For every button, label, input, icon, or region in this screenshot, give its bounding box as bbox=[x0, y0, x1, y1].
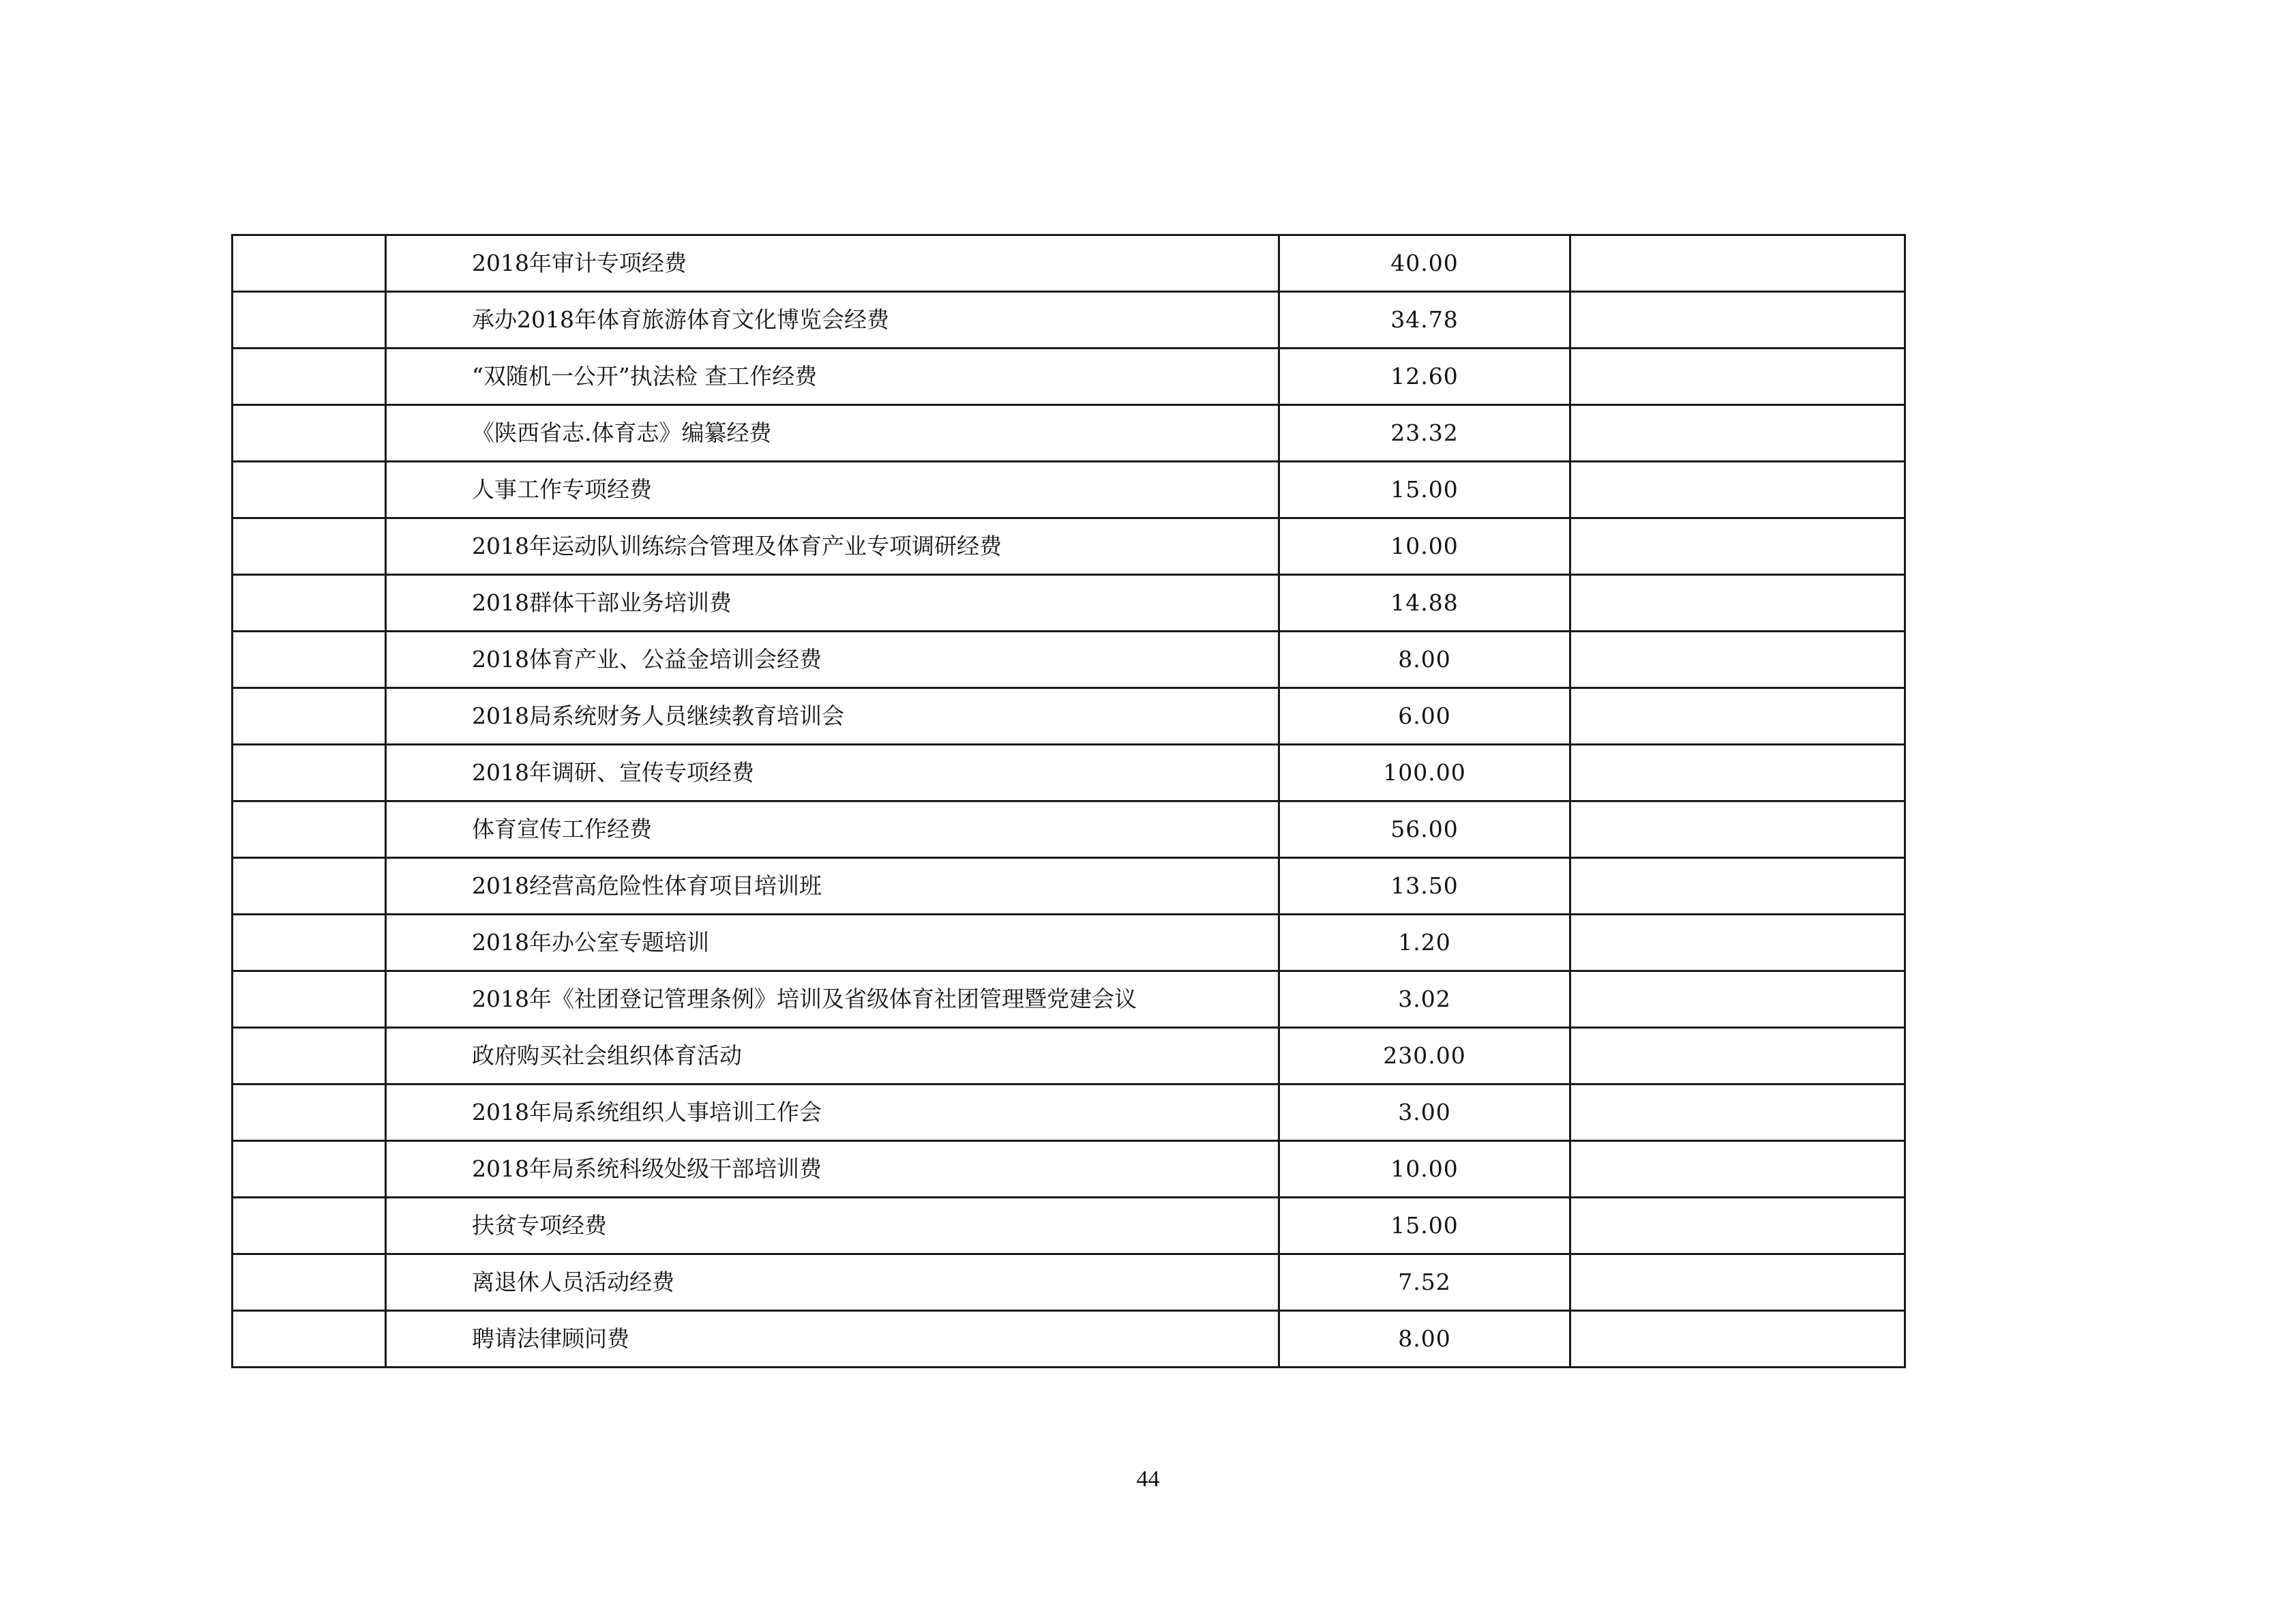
table-row bbox=[233, 971, 1905, 1028]
item-name-cell: 政府购买社会组织体育活动 bbox=[386, 1028, 1279, 1084]
amount-cell: 12.60 bbox=[1279, 349, 1570, 405]
note-cell bbox=[1570, 518, 1905, 575]
category-cell bbox=[233, 1084, 386, 1141]
category-cell bbox=[233, 688, 386, 745]
table-row bbox=[233, 1141, 1905, 1198]
item-name-cell: 2018年局系统组织人事培训工作会 bbox=[386, 1084, 1279, 1141]
amount-cell: 14.88 bbox=[1279, 575, 1570, 632]
table-row bbox=[233, 1084, 1905, 1141]
note-cell bbox=[1570, 462, 1905, 518]
amount-cell: 10.00 bbox=[1279, 518, 1570, 575]
item-name-cell: 2018年局系统科级处级干部培训费 bbox=[386, 1141, 1279, 1198]
item-name-cell: 《陕西省志.体育志》编纂经费 bbox=[386, 405, 1279, 462]
category-cell bbox=[233, 1028, 386, 1084]
category-cell bbox=[233, 971, 386, 1028]
amount-cell: 7.52 bbox=[1279, 1254, 1570, 1311]
amount-cell: 8.00 bbox=[1279, 632, 1570, 688]
category-cell bbox=[233, 518, 386, 575]
table-row bbox=[233, 1311, 1905, 1368]
item-name-cell: 2018群体干部业务培训费 bbox=[386, 575, 1279, 632]
item-name-cell: 聘请法律顾问费 bbox=[386, 1311, 1279, 1368]
item-name-cell: 2018经营高危险性体育项目培训班 bbox=[386, 858, 1279, 915]
amount-cell: 34.78 bbox=[1279, 292, 1570, 349]
note-cell bbox=[1570, 971, 1905, 1028]
note-cell bbox=[1570, 915, 1905, 971]
table-row bbox=[233, 688, 1905, 745]
note-cell bbox=[1570, 1084, 1905, 1141]
note-cell bbox=[1570, 1198, 1905, 1254]
note-cell bbox=[1570, 292, 1905, 349]
table-row bbox=[233, 405, 1905, 462]
item-name-cell: 体育宣传工作经费 bbox=[386, 801, 1279, 858]
note-cell bbox=[1570, 745, 1905, 801]
amount-cell: 8.00 bbox=[1279, 1311, 1570, 1368]
amount-cell: 15.00 bbox=[1279, 1198, 1570, 1254]
table-row bbox=[233, 745, 1905, 801]
category-cell bbox=[233, 575, 386, 632]
note-cell bbox=[1570, 575, 1905, 632]
table-row bbox=[233, 1198, 1905, 1254]
amount-cell: 3.00 bbox=[1279, 1084, 1570, 1141]
budget-table-body bbox=[233, 235, 1905, 1368]
amount-cell: 6.00 bbox=[1279, 688, 1570, 745]
note-cell bbox=[1570, 235, 1905, 292]
table-row bbox=[233, 349, 1905, 405]
category-cell bbox=[233, 632, 386, 688]
item-name-cell: 2018年运动队训练综合管理及体育产业专项调研经费 bbox=[386, 518, 1279, 575]
table-row bbox=[233, 858, 1905, 915]
table-row bbox=[233, 632, 1905, 688]
category-cell bbox=[233, 405, 386, 462]
note-cell bbox=[1570, 1254, 1905, 1311]
category-cell bbox=[233, 915, 386, 971]
item-name-cell: 承办2018年体育旅游体育文化博览会经费 bbox=[386, 292, 1279, 349]
item-name-cell: 2018年调研、宣传专项经费 bbox=[386, 745, 1279, 801]
table-row bbox=[233, 1028, 1905, 1084]
item-name-cell: 人事工作专项经费 bbox=[386, 462, 1279, 518]
item-name-cell: 离退休人员活动经费 bbox=[386, 1254, 1279, 1311]
table-row bbox=[233, 462, 1905, 518]
category-cell bbox=[233, 745, 386, 801]
amount-cell: 1.20 bbox=[1279, 915, 1570, 971]
table-row bbox=[233, 801, 1905, 858]
table-row bbox=[233, 1254, 1905, 1311]
amount-cell: 3.02 bbox=[1279, 971, 1570, 1028]
category-cell bbox=[233, 801, 386, 858]
note-cell bbox=[1570, 349, 1905, 405]
page-number: 44 bbox=[1136, 1466, 1160, 1492]
amount-cell: 100.00 bbox=[1279, 745, 1570, 801]
table-row bbox=[233, 292, 1905, 349]
table-row bbox=[233, 915, 1905, 971]
item-name-cell: 2018年审计专项经费 bbox=[386, 235, 1279, 292]
category-cell bbox=[233, 462, 386, 518]
category-cell bbox=[233, 1254, 386, 1311]
table-row bbox=[233, 518, 1905, 575]
category-cell bbox=[233, 292, 386, 349]
note-cell bbox=[1570, 801, 1905, 858]
amount-cell: 56.00 bbox=[1279, 801, 1570, 858]
item-name-cell: 2018年《社团登记管理条例》培训及省级体育社团管理暨党建会议 bbox=[386, 971, 1279, 1028]
amount-cell: 13.50 bbox=[1279, 858, 1570, 915]
note-cell bbox=[1570, 1028, 1905, 1084]
note-cell bbox=[1570, 688, 1905, 745]
amount-cell: 40.00 bbox=[1279, 235, 1570, 292]
item-name-cell: “双随机一公开”执法检 查工作经费 bbox=[386, 349, 1279, 405]
amount-cell: 10.00 bbox=[1279, 1141, 1570, 1198]
category-cell bbox=[233, 349, 386, 405]
note-cell bbox=[1570, 632, 1905, 688]
note-cell bbox=[1570, 858, 1905, 915]
category-cell bbox=[233, 235, 386, 292]
table-row bbox=[233, 235, 1905, 292]
amount-cell: 23.32 bbox=[1279, 405, 1570, 462]
note-cell bbox=[1570, 1141, 1905, 1198]
item-name-cell: 扶贫专项经费 bbox=[386, 1198, 1279, 1254]
amount-cell: 15.00 bbox=[1279, 462, 1570, 518]
budget-table bbox=[231, 234, 1906, 1368]
note-cell bbox=[1570, 1311, 1905, 1368]
category-cell bbox=[233, 1198, 386, 1254]
item-name-cell: 2018体育产业、公益金培训会经费 bbox=[386, 632, 1279, 688]
table-row bbox=[233, 575, 1905, 632]
item-name-cell: 2018年办公室专题培训 bbox=[386, 915, 1279, 971]
note-cell bbox=[1570, 405, 1905, 462]
amount-cell: 230.00 bbox=[1279, 1028, 1570, 1084]
category-cell bbox=[233, 1141, 386, 1198]
category-cell bbox=[233, 1311, 386, 1368]
category-cell bbox=[233, 858, 386, 915]
item-name-cell: 2018局系统财务人员继续教育培训会 bbox=[386, 688, 1279, 745]
